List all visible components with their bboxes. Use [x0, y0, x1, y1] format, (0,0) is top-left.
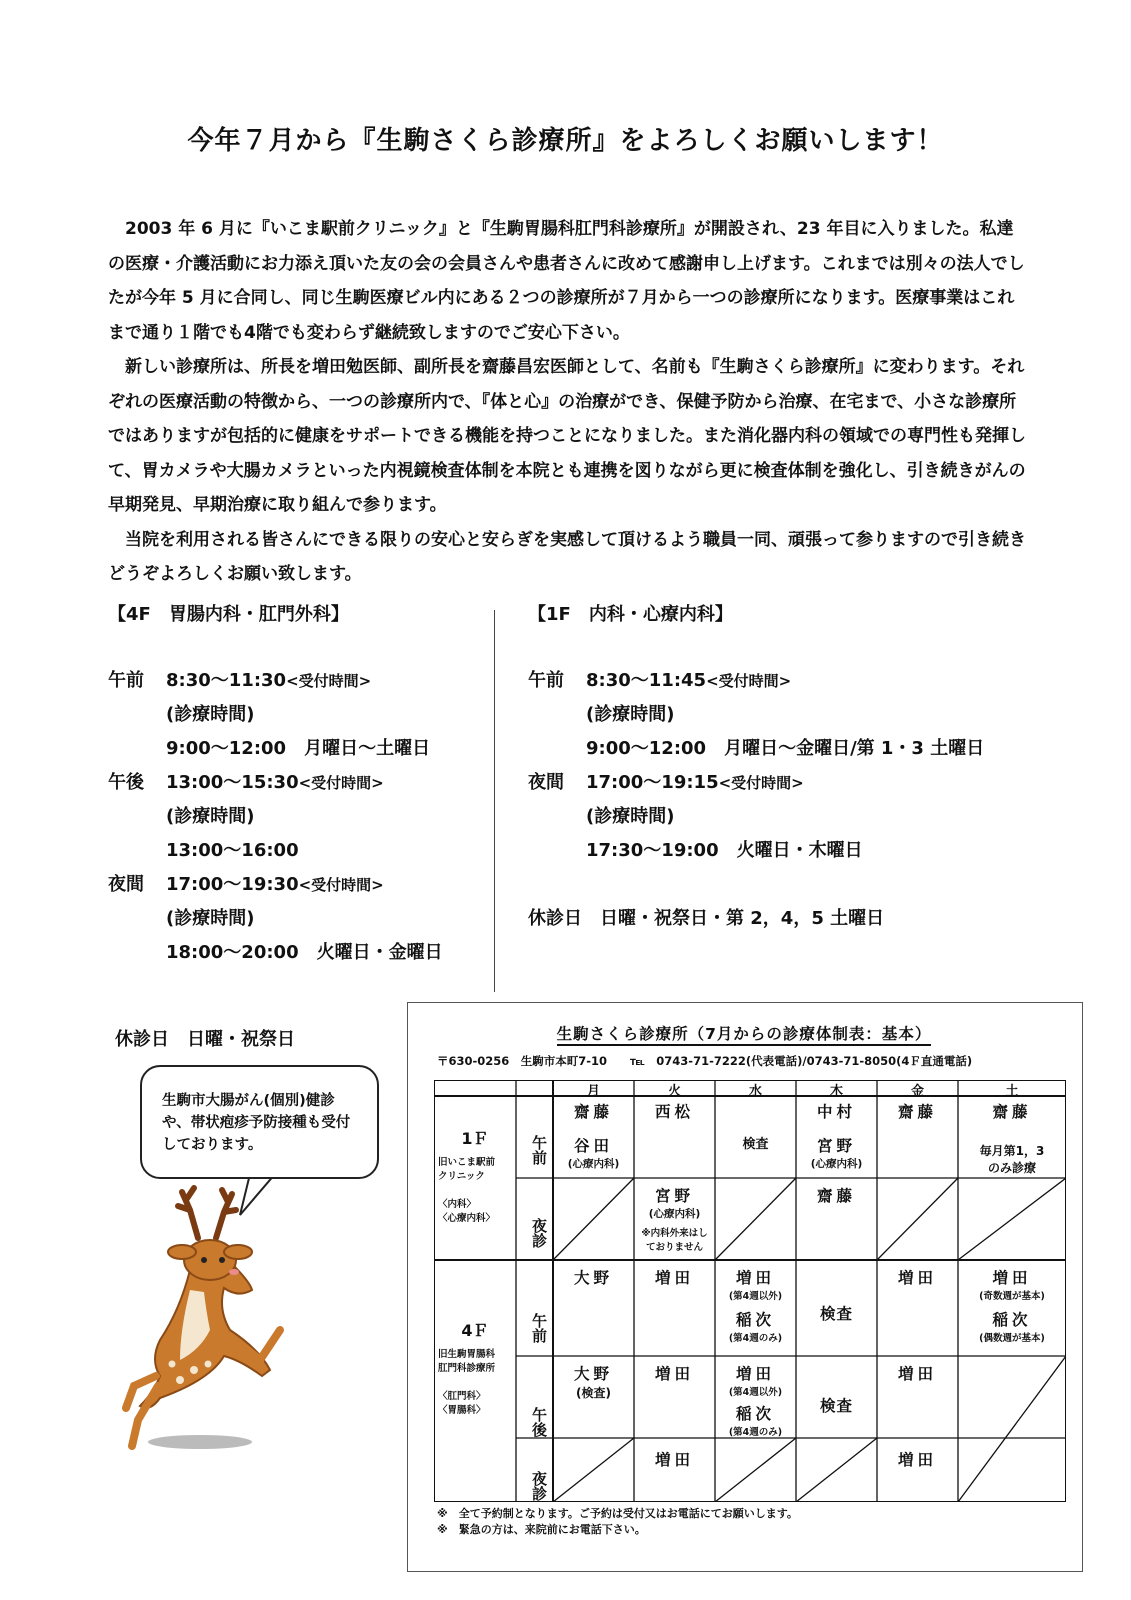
- schedule-cell: 齋藤 谷田 (心療内科): [567, 1103, 620, 1170]
- day-header: 金: [910, 1084, 924, 1099]
- day-header: 水: [748, 1084, 762, 1099]
- period-am-1f: 午前: [530, 1135, 548, 1165]
- clinic-old-name-1f: 旧いこま駅前 クリニック 〈内科〉 〈心療内科〉: [438, 1157, 496, 1224]
- hours-tag: (診療時間): [166, 806, 255, 827]
- hours-tag: (診療時間): [166, 704, 255, 725]
- table-title: 生駒さくら診療所（7月からの診療体制表：基本）: [407, 1022, 1081, 1044]
- schedule-cell: 大野 (検査): [573, 1365, 613, 1400]
- schedule-cell: 検査: [742, 1137, 769, 1152]
- schedule-cell: 検査: [819, 1397, 853, 1415]
- paragraph: 当院を利用される皆さんにできる限りの安心と安らぎを実感して頂けるよう職員一同、頑張って参りますので引き続きどうぞよろしくお願い致します。: [108, 529, 1026, 584]
- schedule-cell: 大野: [573, 1269, 613, 1287]
- reception-tag: <受付時間>: [298, 876, 384, 894]
- schedule-cell: 増田 (第4週以外) 稲次 (第4週のみ): [728, 1269, 783, 1344]
- reception-tag: <受付時間>: [286, 672, 372, 690]
- period-pm-4f: 午後: [530, 1407, 548, 1437]
- schedule-cell: 検査: [819, 1305, 853, 1323]
- paragraph: 2003 年 6 月に『いこま駅前クリニック』と『生駒胃腸科肛門科診療所』が開設され、23 年目に入りました。私達の医療・介護活動にお力添え頂いた友の会の会員さんや患者さんに改めて感謝申し上げます。これまでは別々の法人でしたが今年 5 月に合同し、同じ生駒医療ビル内にある２つの診療所が７月から一つの診療所になります。医療事業はこれまで通り１階でも4階でも変わらず継続致しますのでご安心下さい。: [108, 219, 1025, 343]
- schedule-cell: 西松: [654, 1103, 694, 1121]
- reception-time: 8:30～11:45: [586, 670, 707, 691]
- table-notes: ※ 全て予約制となります。ご予約は受付又はお電話にてお願いします。 ※ 緊急の方は、来院前にお電話下さい。: [437, 1507, 798, 1536]
- consult-hours: 18:00～20:00 火曜日・金曜日: [166, 942, 443, 963]
- day-header: 月: [586, 1084, 600, 1099]
- period-label: 午後: [108, 772, 144, 793]
- closed-days-1f: 休診日 日曜・祝祭日・第 2，4，5 土曜日: [528, 908, 885, 929]
- reception-time: 17:00～19:30: [166, 874, 299, 895]
- reception-time: 13:00～15:30: [166, 772, 299, 793]
- period-label: 午前: [528, 670, 564, 691]
- schedule-cell: 増田: [654, 1269, 694, 1287]
- reception-tag: <受付時間>: [298, 774, 384, 792]
- consult-hours: 9:00～12:00 月曜日～金曜日/第 1・3 土曜日: [586, 738, 985, 759]
- page-title: 今年７月から『生駒さくら診療所』をよろしくお願いします！: [187, 126, 944, 156]
- hours-tag: (診療時間): [166, 908, 255, 929]
- reception-tag: <受付時間>: [718, 774, 804, 792]
- period-label: 夜間: [108, 874, 144, 895]
- section-heading: 【4F 胃腸内科・肛門外科】: [108, 604, 349, 625]
- consult-hours: 17:30～19:00 火曜日・木曜日: [586, 840, 863, 861]
- section-heading: 【1F 内科・心療内科】: [528, 604, 733, 625]
- period-night-4f: 夜診: [530, 1471, 548, 1501]
- closed-days-4f: 休診日 日曜・祝祭日: [115, 1029, 295, 1050]
- consult-hours: 9:00～12:00 月曜日～土曜日: [166, 738, 431, 759]
- day-header: 木: [829, 1084, 843, 1099]
- reception-tag: <受付時間>: [706, 672, 792, 690]
- schedule-cell: 増田 (第4週以外) 稲次 (第4週のみ): [728, 1365, 783, 1438]
- period-label: 午前: [108, 670, 144, 691]
- deer-illustration: [120, 1180, 300, 1460]
- reception-time: 8:30～11:30: [166, 670, 287, 691]
- day-header: 土: [1005, 1084, 1019, 1099]
- day-header: 火: [667, 1084, 681, 1099]
- schedule-cell: 増田: [654, 1365, 694, 1383]
- paragraph: 新しい診療所は、所長を増田勉医師、副所長を齋藤昌宏医師として、名前も『生駒さくら診療所』に変わります。それぞれの医療活動の特徴から、一つの診療所内で、『体と心』の治療ができ、保健予防から治療、在宅まで、小さな診療所ではありますが包括的に健康をサポートできる機能を持つことになりました。また消化器内科の領域での専門性も発揮して、胃カメラや大腸カメラといった内視鏡検査体制を本院とも連携を図りながら更に検査体制を強化し、引き続きがんの早期発見、早期治療に取り組んで参ります。: [108, 357, 1026, 515]
- hours-tag: (診療時間): [586, 806, 675, 827]
- clinic-address: 〒630-0256 生駒市本町7-10 ℡ 0743-71-7222(代表電話)/0743-71-8050(4Ｆ直通電話): [437, 1054, 973, 1068]
- hours-tag: (診療時間): [586, 704, 675, 725]
- floor-1f: 1Ｆ: [461, 1129, 489, 1148]
- schedule-cell: 増田: [897, 1365, 937, 1383]
- period-label: 夜間: [528, 772, 564, 793]
- schedule-cell: 中村 宮野 (心療内科): [810, 1103, 863, 1170]
- schedule-cell: 増田: [654, 1451, 694, 1469]
- clinic-old-name-4f: 旧生駒胃腸科 肛門科診療所 〈肛門科〉 〈胃腸科〉: [438, 1349, 496, 1416]
- period-night-1f: 夜診: [530, 1218, 548, 1248]
- floor-4f: 4Ｆ: [461, 1321, 489, 1340]
- schedule-cell: 齋藤: [816, 1187, 856, 1205]
- schedule-cell: 増田: [897, 1269, 937, 1287]
- schedule-cell: 齋藤: [897, 1103, 937, 1121]
- reception-time: 17:00～19:15: [586, 772, 719, 793]
- schedule-cell: 増田: [897, 1451, 937, 1469]
- schedule-cell: 増田 (奇数週が基本) 稲次 (偶数週が基本): [979, 1269, 1045, 1344]
- schedule-cell: 齋藤 毎月第1，3 のみ診療: [979, 1103, 1045, 1175]
- period-am-4f: 午前: [530, 1313, 548, 1343]
- schedule-cell: 宮野 (心療内科) ※内科外来はし ておりません: [641, 1187, 708, 1253]
- bubble-text: 生駒市大腸がん(個別)健診や、帯状疱疹予防接種も受付しております。: [162, 1093, 351, 1153]
- consult-hours: 13:00～16:00: [166, 840, 299, 861]
